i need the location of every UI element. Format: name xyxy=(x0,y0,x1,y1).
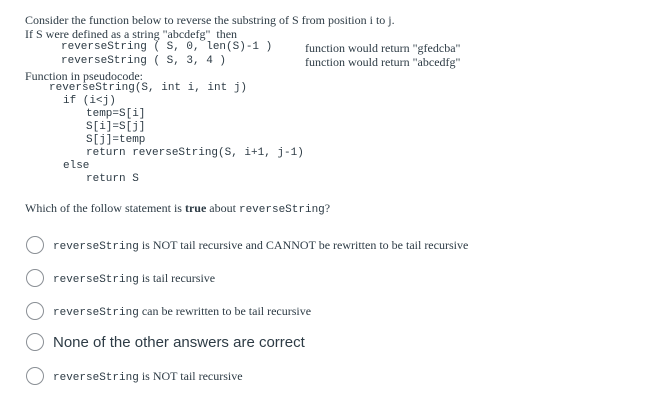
prompt-suffix: ? xyxy=(324,201,331,215)
code-line: S[j]=temp xyxy=(86,134,146,146)
radio-button[interactable] xyxy=(26,236,44,254)
radio-button[interactable] xyxy=(26,269,44,287)
prompt-code: reverseString xyxy=(238,204,325,216)
radio-button[interactable] xyxy=(26,367,44,385)
question-line-1: Consider the function below to reverse the substring of S from position i to j. xyxy=(25,13,395,27)
question-line-2: If S were defined as a string "abcdefg" then xyxy=(25,27,238,41)
code-line: return reverseString(S, i+1, j-1) xyxy=(86,147,304,159)
answer-option[interactable] xyxy=(26,367,243,385)
option-text: is NOT tail recursive and CANNOT be rewritten to be tail recursive xyxy=(138,237,469,252)
option-label xyxy=(53,334,305,351)
code-line: temp=S[i] xyxy=(86,108,146,120)
answer-option[interactable] xyxy=(26,269,215,287)
option-code: reverseString xyxy=(53,240,139,253)
example-1-result: function would return "gfedcba" xyxy=(305,41,461,55)
answer-option[interactable] xyxy=(26,333,305,351)
code-line: reverseString(S, int i, int j) xyxy=(49,82,248,94)
option-code: reverseString xyxy=(53,273,139,286)
option-label xyxy=(53,369,243,384)
option-text: is NOT tail recursive xyxy=(138,368,243,383)
code-line: if (i<j) xyxy=(63,95,116,107)
option-label xyxy=(53,271,215,286)
radio-button[interactable] xyxy=(26,333,44,351)
option-text: is tail recursive xyxy=(138,270,216,285)
example-2-result: function would return "abcedfg" xyxy=(305,55,461,69)
option-code: reverseString xyxy=(53,306,139,319)
option-text: can be rewritten to be tail recursive xyxy=(138,303,312,318)
prompt-prefix: Which of the follow statement is xyxy=(25,201,185,215)
code-line: S[i]=S[j] xyxy=(86,121,146,133)
prompt-middle: about xyxy=(206,201,239,215)
example-1-code: reverseString ( S, 0, len(S)-1 ) xyxy=(61,41,273,53)
example-2-code: reverseString ( S, 3, 4 ) xyxy=(61,55,227,67)
option-label xyxy=(53,304,311,319)
code-line: else xyxy=(63,160,90,172)
radio-button[interactable] xyxy=(26,302,44,320)
prompt-bold: true xyxy=(184,201,207,215)
code-line: return S xyxy=(86,173,139,185)
question-prompt xyxy=(25,201,330,216)
answer-option[interactable] xyxy=(26,302,311,320)
option-label xyxy=(53,238,468,253)
pseudocode-heading: Function in pseudocode: xyxy=(25,69,143,83)
option-text: None of the other answers are correct xyxy=(53,333,305,351)
option-code: reverseString xyxy=(53,371,139,384)
cropped-header-remnant xyxy=(24,0,224,3)
answer-option[interactable] xyxy=(26,236,468,254)
